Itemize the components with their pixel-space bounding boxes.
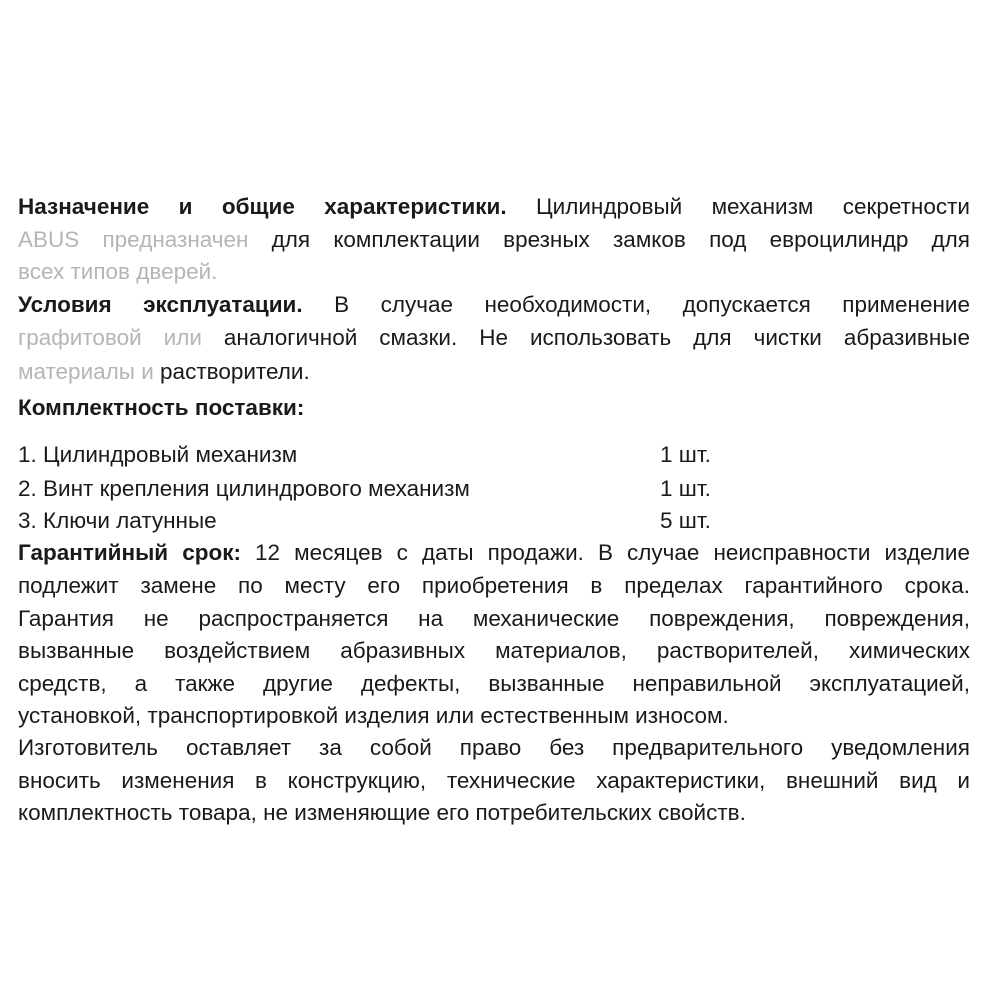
manufacturer-line-1: Изготовитель оставляет за собой право без предварительного уведомления: [18, 735, 970, 760]
text: аналогичной смазки. Не использовать для чистки абразивные: [223, 325, 970, 350]
conditions-heading: Условия эксплуатации.: [18, 292, 303, 317]
manufacturer-line-3: комплектность товара, не изменяющие его потребительских свойств.: [18, 800, 746, 825]
list-item: [18, 474, 970, 504]
item-qty: 1 шт.: [660, 476, 711, 501]
warranty-line-5: средств, а также другие дефекты, вызванные неправильной эксплуатацией,: [18, 671, 970, 696]
conditions-line-2: [18, 323, 970, 353]
item-qty: 5 шт.: [660, 508, 711, 533]
conditions-line-1: [18, 290, 970, 320]
warranty-line-1: [18, 538, 970, 568]
warranty-line-4: вызванные воздействием абразивных материалов, растворителей, химических: [18, 638, 970, 663]
conditions-line-3: [18, 357, 970, 387]
warranty-line-3: Гарантия не распространяется на механические повреждения, повреждения,: [18, 606, 970, 631]
item-label: 2. Винт крепления цилиндрового механизм: [18, 476, 470, 501]
heading: Комплектность поставки:: [18, 395, 305, 420]
text: ABUS предназначен: [18, 227, 249, 252]
text: В случае необходимости, допускается применение: [334, 292, 970, 317]
purpose-heading: Назначение и общие характеристики.: [18, 194, 507, 219]
list-item: [18, 506, 970, 536]
text: для комплектации врезных замков под евроцилиндр для: [271, 227, 970, 252]
manufacturer-line-2: вносить изменения в конструкцию, технические характеристики, внешний вид и: [18, 768, 970, 793]
warranty-line-2: подлежит замене по месту его приобретения в пределах гарантийного срока.: [18, 573, 970, 598]
purpose-line-3: [18, 257, 970, 287]
list-item: [18, 440, 970, 470]
text: Цилиндровый механизм секретности: [536, 194, 970, 219]
text: растворители.: [160, 359, 310, 384]
text: материалы и: [18, 359, 154, 384]
item-qty: 1 шт.: [660, 442, 711, 467]
item-label: 1. Цилиндровый механизм: [18, 442, 298, 467]
text: графитовой или: [18, 325, 202, 350]
warranty-heading: Гарантийный срок:: [18, 540, 241, 565]
item-label: 3. Ключи латунные: [18, 508, 217, 533]
contents-heading: [18, 393, 970, 423]
warranty-line-6: установкой, транспортировкой изделия или естественным износом.: [18, 703, 729, 728]
purpose-line-2: [18, 225, 970, 255]
purpose-line-1: [18, 192, 970, 222]
text: 12 месяцев с даты продажи. В случае неисправности изделие: [255, 540, 970, 565]
text: всех типов дверей.: [18, 259, 218, 284]
